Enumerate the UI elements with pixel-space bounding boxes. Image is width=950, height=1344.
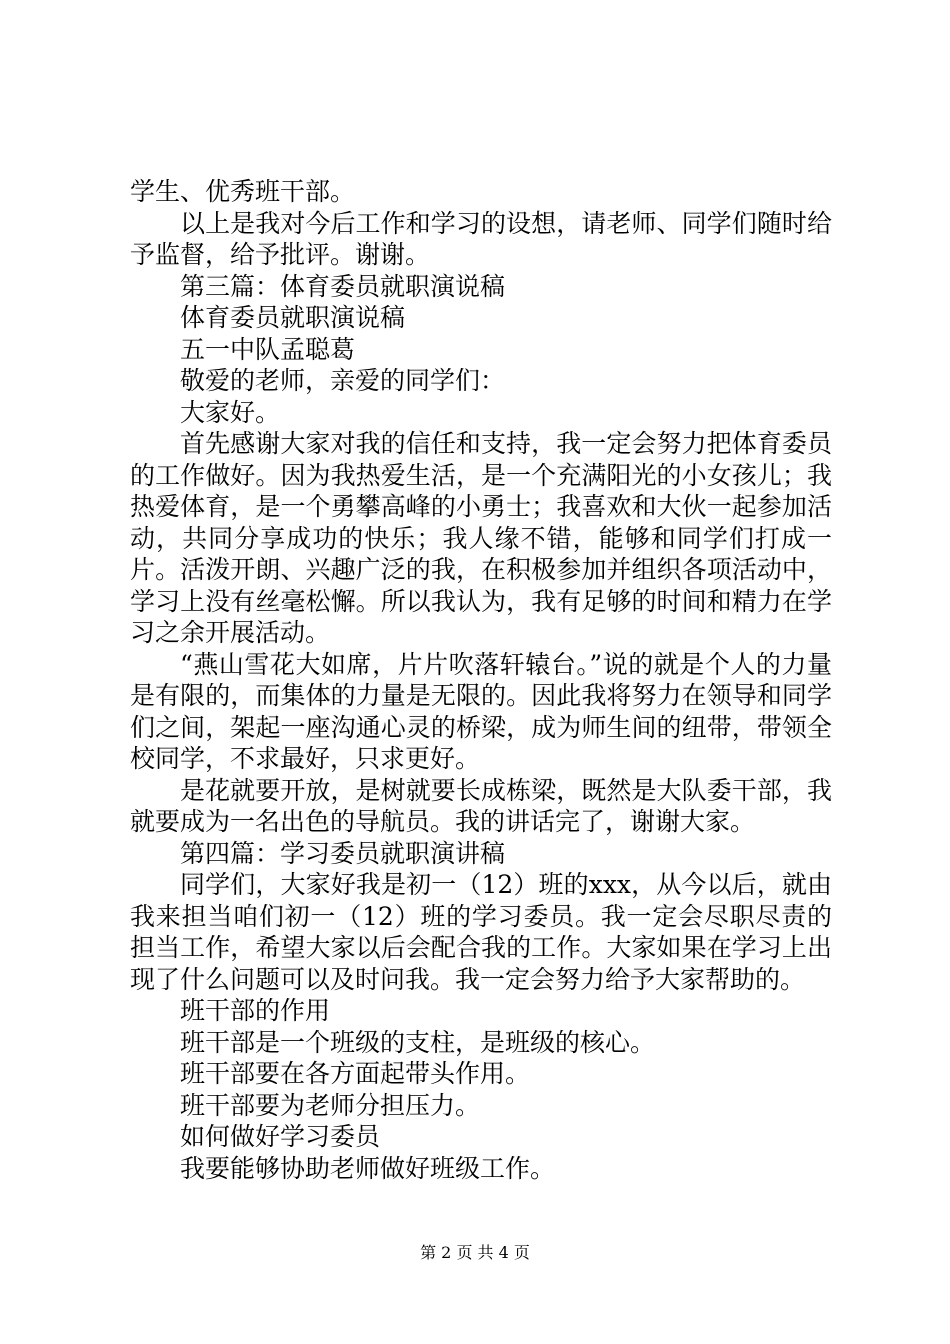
paragraph: 首先感谢大家对我的信任和支持，我一定会努力把体育委员的工作做好。因为我热爱生活，是一个充满阳光的小女孩儿；我热爱体育，是一个勇攀高峰的小勇士；我喜欢和大伙一起参加活动，共同分享成功的快乐；我人缘不错，能够和同学们打成一片。活泼开朗、兴趣广泛的我，在积极参加并组织各项活动中，学习上没有丝毫松懈。所以我认为，我有足够的时间和精力在学习之余开展活动。 bbox=[130, 429, 832, 647]
section-heading: 第四篇：学习委员就职演讲稿 bbox=[180, 838, 506, 868]
list-item: 班干部要在各方面起带头作用。 bbox=[180, 1059, 531, 1088]
greeting: 大家好。 bbox=[180, 397, 281, 427]
speech-title: 体育委员就职演说稿 bbox=[180, 303, 406, 332]
section-heading: 第三篇：体育委员就职演说稿 bbox=[180, 271, 506, 301]
author-line: 五一中队孟聪葛 bbox=[180, 334, 356, 364]
list-item: 班干部要为老师分担压力。 bbox=[180, 1090, 481, 1120]
paragraph: “燕山雪花大如席，片片吹落轩辕台。”说的就是个人的力量是有限的，而集体的力量是无限的。因此我将努力在领导和同学们之间，架起一座沟通心灵的桥梁，成为师生间的纽带，带领全校同学，不求最好，只求更好。 bbox=[130, 649, 832, 773]
document-body bbox=[130, 176, 832, 1184]
salutation: 敬爱的老师，亲爱的同学们： bbox=[180, 366, 506, 395]
paragraph: 同学们，大家好我是初一（12）班的xxx，从今以后，就由我来担当咱们初一（12）班的学习委员。我一定会尽职尽责的担当工作，希望大家以后会配合我的工作。大家如果在学习上出现了什么问题可以及时问我。我一定会努力给予大家帮助的。 bbox=[130, 870, 832, 994]
subheading: 如何做好学习委员 bbox=[180, 1122, 381, 1151]
list-item: 我要能够协助老师做好班级工作。 bbox=[180, 1153, 556, 1183]
page-number-footer: 第 2 页 共 4 页 bbox=[420, 1243, 530, 1262]
paragraph: 以上是我对今后工作和学习的设想，请老师、同学们随时给予监督，给予批评。谢谢。 bbox=[130, 208, 832, 269]
paragraph: 是花就要开放，是树就要长成栋梁，既然是大队委干部，我就要成为一名出色的导航员。我的讲话完了，谢谢大家。 bbox=[130, 775, 832, 836]
subheading: 班干部的作用 bbox=[180, 996, 331, 1025]
list-item: 班干部是一个班级的支柱，是班级的核心。 bbox=[180, 1027, 656, 1057]
paragraph: 学生、优秀班干部。 bbox=[130, 177, 356, 206]
